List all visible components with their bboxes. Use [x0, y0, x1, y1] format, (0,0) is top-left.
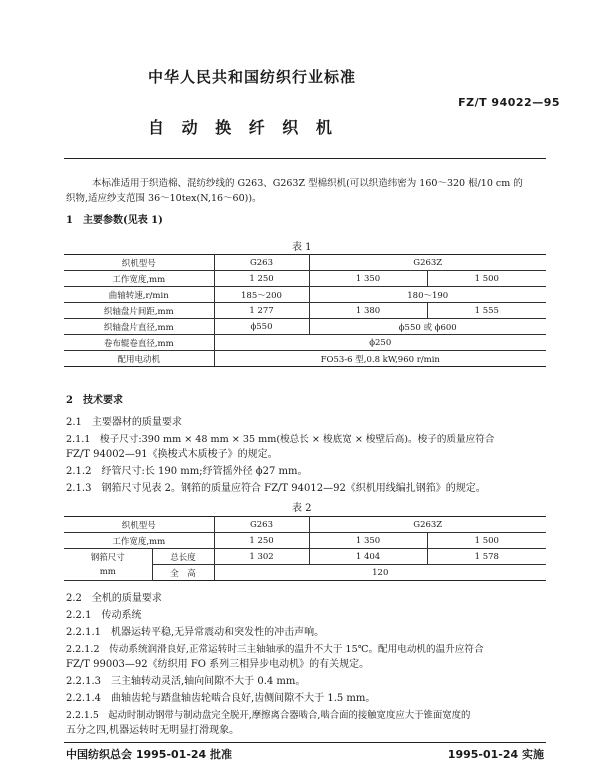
table-cell: 1 250 — [214, 271, 309, 287]
table-row — [64, 255, 546, 271]
table-row — [64, 319, 546, 335]
table-cell: 1 350 — [309, 533, 427, 549]
table-2 — [64, 516, 546, 581]
section-1-heading: 1 主要参数(见表 1) — [66, 215, 163, 226]
clause-2-1-1-line-2: FZ/T 94002—91《换梭式木质梭子》的规定。 — [66, 449, 278, 460]
table-header-cell: G263Z — [309, 517, 546, 533]
table-cell: 1 500 — [427, 533, 546, 549]
table-cell: 1 404 — [309, 549, 427, 565]
table-row — [64, 271, 546, 287]
table-row — [64, 351, 546, 367]
issuing-org-title: 中华人民共和国纺织行业标准 — [148, 68, 357, 86]
table-cell: ϕ250 — [214, 335, 546, 351]
implementation-info: 1995-01-24 实施 — [447, 748, 544, 761]
table-cell: 1 380 — [309, 303, 427, 319]
clause-2-1-2: 2.1.2 纾管尺寸:长 190 mm;纾管摇外径 ϕ27 mm。 — [66, 466, 308, 477]
row-label: 工作宽度,mm — [64, 271, 214, 287]
clause-2-2-1-1: 2.2.1.1 机器运转平稳,无异常震动和突发性的冲击声响。 — [66, 627, 325, 638]
intro-line-2: 织物,适应纱支范围 36～10tex(N,16～60))。 — [66, 193, 262, 204]
table-cell: 1 302 — [214, 549, 309, 565]
table-cell: 185～200 — [214, 287, 309, 303]
clause-2-2: 2.2 全机的质量要求 — [66, 593, 162, 604]
row-label: 配用电动机 — [64, 351, 214, 367]
clause-2-2-1: 2.2.1 传动系统 — [66, 610, 142, 621]
footer-divider — [64, 742, 546, 743]
row-label: 织轴盘片间距,mm — [64, 303, 214, 319]
table-cell: 1 578 — [427, 549, 546, 565]
row-label: 全 高 — [152, 565, 214, 581]
clause-2-2-1-2-line-1: 2.2.1.2 传动系统润滑良好,正常运转时三主轴轴承的温升不大于 15℃。配用电动机的温升应符合 — [66, 644, 484, 655]
row-label: 织轴盘片直径,mm — [64, 319, 214, 335]
table-row — [64, 287, 546, 303]
clause-2-2-1-5-line-1: 2.2.1.5 起动时制动钢带与制动盘完全脱开,摩擦离合器啮合,啮合面的接触宽度应大于锥面宽度的 — [66, 710, 471, 721]
document-title: 自 动 换 纤 织 机 — [148, 118, 338, 137]
table-header-cell: 织机型号 — [64, 255, 214, 271]
table-header-cell: 织机型号 — [64, 517, 214, 533]
table-1-caption: 表 1 — [292, 242, 312, 253]
clause-2-1-1-line-1: 2.1.1 梭子尺寸:390 mm × 48 mm × 35 mm(梭总长 × 梭底宽 × 梭壁后高)。梭子的质量应符合 — [66, 434, 495, 445]
row-label: 曲轴转速,r/min — [64, 287, 214, 303]
table-cell: ϕ550 — [214, 319, 309, 335]
table-cell: 1 500 — [427, 271, 546, 287]
table-cell: 1 350 — [309, 271, 427, 287]
approval-info: 中国纺织总会 1995-01-24 批准 — [66, 748, 233, 761]
reed-size-unit: mm — [99, 566, 116, 577]
table-row — [64, 303, 546, 319]
table-row — [64, 533, 546, 549]
clause-2-2-1-5-line-2: 五分之四,机器运转时无明显打滑现象。 — [66, 725, 240, 736]
section-2-heading: 2 技术要求 — [66, 395, 123, 406]
table-1 — [64, 254, 546, 367]
standard-number: FZ/T 94022—95 — [458, 96, 560, 109]
table-header-cell: G263 — [214, 255, 309, 271]
row-label: 总长度 — [152, 549, 214, 565]
table-row — [64, 549, 546, 565]
row-label: 卷布辊卷直径,mm — [64, 335, 214, 351]
table-header-cell: G263 — [214, 517, 309, 533]
header-divider — [64, 158, 546, 159]
reed-size-label-text: 钢筘尺寸 — [90, 552, 125, 563]
reed-size-label — [64, 549, 152, 581]
clause-2-1: 2.1 主要器材的质量要求 — [66, 417, 182, 428]
table-2-caption: 表 2 — [292, 503, 312, 514]
table-cell: 1 555 — [427, 303, 546, 319]
row-label: 工作宽度,mm — [64, 533, 214, 549]
table-cell: FO53-6 型,0.8 kW,960 r/min — [214, 351, 546, 367]
clause-2-2-1-4: 2.2.1.4 曲轴齿轮与踏盘轴齿轮啮合良好,齿侧间隙不大于 1.5 mm。 — [66, 693, 376, 704]
table-cell: 1 277 — [214, 303, 309, 319]
clause-2-2-1-2-line-2: FZ/T 99003—92《纺织用 FO 系列三相异步电动机》的有关规定。 — [66, 659, 370, 670]
table-cell: 120 — [214, 565, 546, 581]
intro-line-1: 本标准适用于织造棉、混纺纱线的 G263、G263Z 型棉织机(可以织造纬密为 160～320 根/10 cm 的 — [92, 178, 523, 189]
clause-2-1-3: 2.1.3 钢筘尺寸见表 2。钢筘的质量应符合 FZ/T 94012—92《织机用线编扎钢筘》的规定。 — [66, 483, 486, 494]
table-cell: 180～190 — [309, 287, 546, 303]
table-header-cell: G263Z — [309, 255, 546, 271]
clause-2-2-1-3: 2.2.1.3 三主轴转动灵活,轴向间隙不大于 0.4 mm。 — [66, 676, 306, 687]
table-cell: 1 250 — [214, 533, 309, 549]
table-row — [64, 517, 546, 533]
table-row — [64, 335, 546, 351]
table-cell: ϕ550 或 ϕ600 — [309, 319, 546, 335]
